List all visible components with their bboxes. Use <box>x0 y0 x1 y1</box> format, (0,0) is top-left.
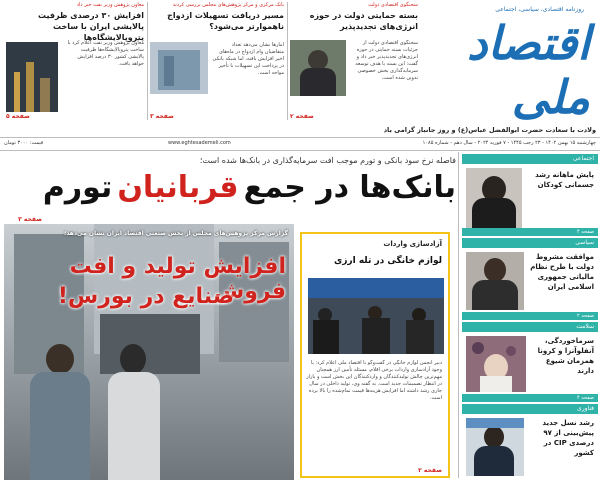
sidebar-item-technology[interactable] <box>462 404 598 480</box>
sidebar-section-header: فناوری <box>462 404 598 414</box>
feature-photo[interactable] <box>4 224 294 480</box>
teaser-kicker: معاون پژوهش وزیر نفت خبر داد <box>76 2 144 8</box>
teaser-title: افزایش ۳۰ درصدی ظرفیت پالایشی ایران با ساخت پتروپالایشگاه‌ها <box>37 11 144 42</box>
lead-headline-part1: بانک‌ها در جمع <box>243 170 456 205</box>
lead-headline[interactable] <box>10 170 456 212</box>
feature-headline-line1: افزایش تولید و افت فروش <box>69 254 286 304</box>
lead-page: صفحه ۳ <box>18 216 42 223</box>
middle-story-kicker: آزادسازی واردات <box>383 240 442 248</box>
teaser-body: معاون پژوهش وزیر نفت اعلام کرد با ساخت پتروپالایشگاه‌ها ظرفیت پالایشی کشور ۳۰ درصد افزایش خواهد یافت. <box>67 40 144 67</box>
sidebar-page: صفحه ۲ <box>462 312 598 320</box>
person-silhouette-right <box>104 344 164 480</box>
teaser-kicker: بانک مرکزی و مرکز پژوهش‌های مجلس بررسی کردند <box>172 2 284 8</box>
teaser-photo <box>150 42 208 94</box>
logo-tagline: روزنامه اقتصادی، سیاسی، اجتماعی <box>495 6 584 13</box>
teaser-page: صفحه ۳ <box>150 113 174 120</box>
teaser-title: مسیر دریافت تسهیلات ازدواج ناهموارتر می‌شود؟ <box>167 11 284 31</box>
teaser-photo <box>6 42 58 112</box>
lead-headline-highlight: قربانیان <box>117 170 239 205</box>
sidebar-title: موافقت مشروط دولت با طرح نظام مالیاتی جمهوری اسلامی ایران <box>530 253 594 291</box>
teaser-page: صفحه ۲ <box>290 113 314 120</box>
sidebar-photo <box>466 336 526 392</box>
sidebar-section-header: اجتماعی <box>462 154 598 164</box>
sidebar-page: صفحه ۴ <box>462 394 598 402</box>
lead-headline-part2: تورم <box>42 170 113 205</box>
logo-text: اقتصاد ملی <box>466 16 590 124</box>
sidebar-item-political[interactable] <box>462 238 598 320</box>
top-teaser-1[interactable] <box>290 2 418 122</box>
teaser-body: آمارها نشان می‌دهد تعداد متقاضیان وام ازدواج در ماه‌های اخیر افزایش یافته، اما شبکه بانکی در پرداخت این تسهیلات با تأخیر مواجه است. <box>212 42 284 76</box>
teaser-kicker: سخنگوی اقتصادی دولت <box>368 2 418 8</box>
sidebar-item-social[interactable] <box>462 154 598 236</box>
teaser-body: سخنگوی اقتصادی دولت از جزئیات بسته حمایتی در حوزه انرژی‌های تجدیدپذیر خبر داد و گفت: این بسته با هدف توسعه سرمایه‌گذاری بخش خصوصی تدوین شده است. <box>355 40 418 81</box>
top-teaser-3[interactable] <box>6 2 144 122</box>
dateline-bar <box>0 139 600 149</box>
occasion-banner: ولادت با سعادت حضرت ابوالفضل عباس(ع) و روز جانباز گرامی باد <box>383 126 596 134</box>
sidebar-item-health[interactable] <box>462 322 598 402</box>
top-teaser-2[interactable] <box>150 2 284 122</box>
teaser-title: بسته حمایتی دولت در حوزه انرژی‌های تجدیدپذیر <box>309 11 418 31</box>
masthead-logo <box>420 6 596 124</box>
sidebar-title: سرماخوردگی، آنفلوآنزا و کرونا همزمان شیوع دارند <box>537 337 594 375</box>
sidebar-photo <box>466 418 524 476</box>
person-silhouette-left <box>24 344 94 480</box>
middle-story-body: دبیر انجمن لوازم خانگی در گفت‌وگو با اقتصاد ملی اعلام کرد: با وجود آزادسازی واردات برخی اقلام، مسئله تأمین ارز همچنان مهم‌ترین چالش تولیدکنندگان و واردکنندگان این بخش است و بازار در انتظار تصمیمات جدید است. به گفته وی، تولید داخلی در سال جاری رشد داشته اما افزایش هزینه‌ها قیمت تمام‌شده را بالا برده است. <box>306 360 442 401</box>
lead-kicker: فاصله نرخ سود بانکی و تورم موجب افت سرمایه‌گذاری در بانک‌ها شده است؛ <box>199 156 456 165</box>
middle-story-photo <box>308 278 444 354</box>
middle-story-page: صفحه ۲ <box>418 467 442 474</box>
sidebar <box>462 154 598 480</box>
sidebar-photo <box>466 168 522 228</box>
teaser-photo <box>290 40 346 96</box>
sidebar-photo <box>466 252 524 310</box>
teaser-page: صفحه ۵ <box>6 113 30 120</box>
price: قیمت: ۳۰۰۰ تومان <box>4 140 44 146</box>
sidebar-section-header: سلامت <box>462 322 598 332</box>
sidebar-section-header: سیاسی <box>462 238 598 248</box>
sidebar-title: رشد نسل جدید پیش‌بینی از ۹۷ درصدی CIP در کشور <box>542 419 594 457</box>
middle-story-title: لوازم خانگی در تله ارزی <box>333 256 442 266</box>
sidebar-title: پایش ماهانه رشد جسمانی کودکان <box>535 171 594 189</box>
feature-headline-line2: صنایع در بورس! <box>57 284 234 309</box>
middle-story[interactable] <box>300 232 450 478</box>
feature-caption: گزارش مرکز پژوهش‌های مجلس از بخش صنعتی اقتصاد ایران نشان می‌دهد؛ <box>63 230 288 237</box>
website[interactable]: www.eghtesademeli.com <box>168 140 231 146</box>
dateline: چهارشنبه ۱۵ بهمن ۱۴۰۲ - ۲۳ رجب ۱۴۴۵ - ۷ فوریه ۲۰۲۴ - سال دهم - شماره ۱۰۸۵ <box>422 140 596 146</box>
sidebar-page: صفحه ۴ <box>462 228 598 236</box>
